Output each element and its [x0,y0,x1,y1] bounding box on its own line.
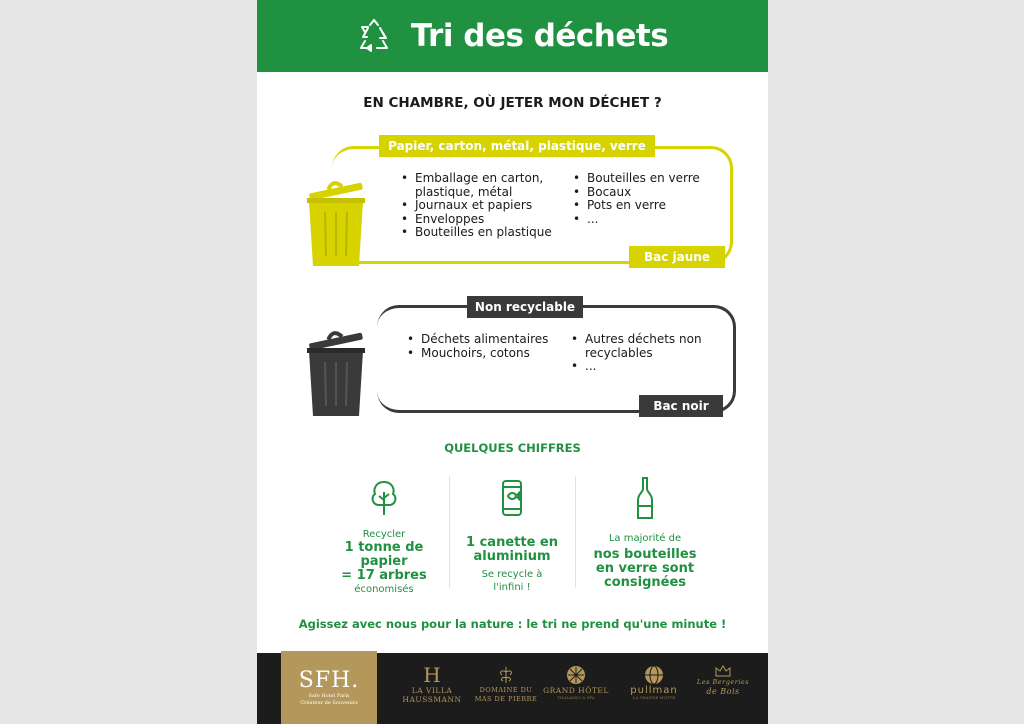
stat-big: = 17 arbres [341,568,427,583]
black-bin-icon [303,322,369,418]
stat-pre: Recycler [362,529,406,540]
black-list-right [571,333,711,374]
globe-icon [643,664,665,686]
can-icon [500,478,524,518]
svg-text:H: H [423,664,441,686]
list-item: • Bouteilles en verre [573,172,713,186]
list-item: • Bouteilles en plastique [401,226,561,240]
brand-sfh-logo [281,651,377,724]
stat-big: 1 canette en [466,535,558,550]
list-item: • ... [571,360,711,374]
brand-name: HAUSSMANN [402,695,462,704]
brand-monogram: SFH. [298,668,360,693]
black-bin-label: Bac noir [639,395,723,417]
brand-pullman [617,664,691,701]
list-item: • Déchets alimentaires [407,333,567,347]
black-list-left [407,333,567,360]
crest-icon [714,664,732,678]
page-title: Tri des déchets [410,18,669,54]
figures-title: QUELQUES CHIFFRES [444,441,581,455]
stat-can [449,478,575,594]
brand-name: THALASSO & SPA [557,695,595,700]
list-item: • Enveloppes [401,213,561,227]
yellow-category-label: Papier, carton, métal, plastique, verre [379,135,655,157]
brand-name: MAS DE PIERRE [474,695,538,703]
tree-icon [367,478,401,518]
brand-name: pullman [630,685,678,696]
call-to-action: Agissez avec nous pour la nature : le tri ne prend qu'une minute ! [298,617,727,631]
stat-big: aluminium [473,549,551,564]
shell-icon [565,664,587,686]
stat-post: Se recycle à [481,569,543,580]
vine-icon [495,664,517,686]
list-item: • ... [573,213,713,227]
section-subtitle: EN CHAMBRE, OÙ JETER MON DÉCHET ? [363,95,662,111]
brand-name: DOMAINE DU [479,686,533,694]
yellow-list-left [401,172,561,240]
stat-big: en verre sont [595,561,695,576]
list-item: • Autres déchets non recyclables [571,333,711,360]
black-category-label: Non recyclable [467,296,583,318]
stat-pre: La majorité de [608,533,682,544]
stat-big: consignées [603,575,687,590]
header-banner [257,0,768,72]
yellow-bin-icon [303,172,369,268]
brand-name: Les Bergeries [696,678,750,686]
brand-bergeries [693,664,753,696]
list-item: • Bocaux [573,186,713,200]
brand-line: Safe Hotel Paris [308,693,350,699]
brand-name: GRAND HÔTEL [543,686,609,695]
brand-name: de Bois [706,687,740,696]
bottle-icon [635,476,655,520]
poster [257,0,768,724]
list-item: • Mouchoirs, cotons [407,347,567,361]
stat-paper [319,478,449,596]
stat-big: 1 tonne de [344,540,424,555]
stat-post: économisés [354,584,414,595]
brand-name: LA GRANDE MOTTE [632,695,676,700]
h-monogram-icon [422,664,442,686]
brand-line: Créateur de Souvenirs [300,700,358,706]
list-item: • Journaux et papiers [401,199,561,213]
list-item: • Pots en verre [573,199,713,213]
stat-big: papier [360,554,408,569]
recycle-icon [357,19,391,53]
stat-post: l'infini ! [493,582,531,593]
brand-grand-hotel [539,664,613,701]
list-item: • Emballage en carton, plastique, métal [401,172,561,199]
stat-big: nos bouteilles [593,547,697,562]
brand-mas-de-pierre [471,664,541,704]
yellow-bin-label: Bac jaune [629,246,725,268]
brand-name: LA VILLA [411,686,453,695]
yellow-list-right [573,172,713,226]
stat-bottle [575,476,715,590]
brand-villa-haussmann [397,664,467,704]
